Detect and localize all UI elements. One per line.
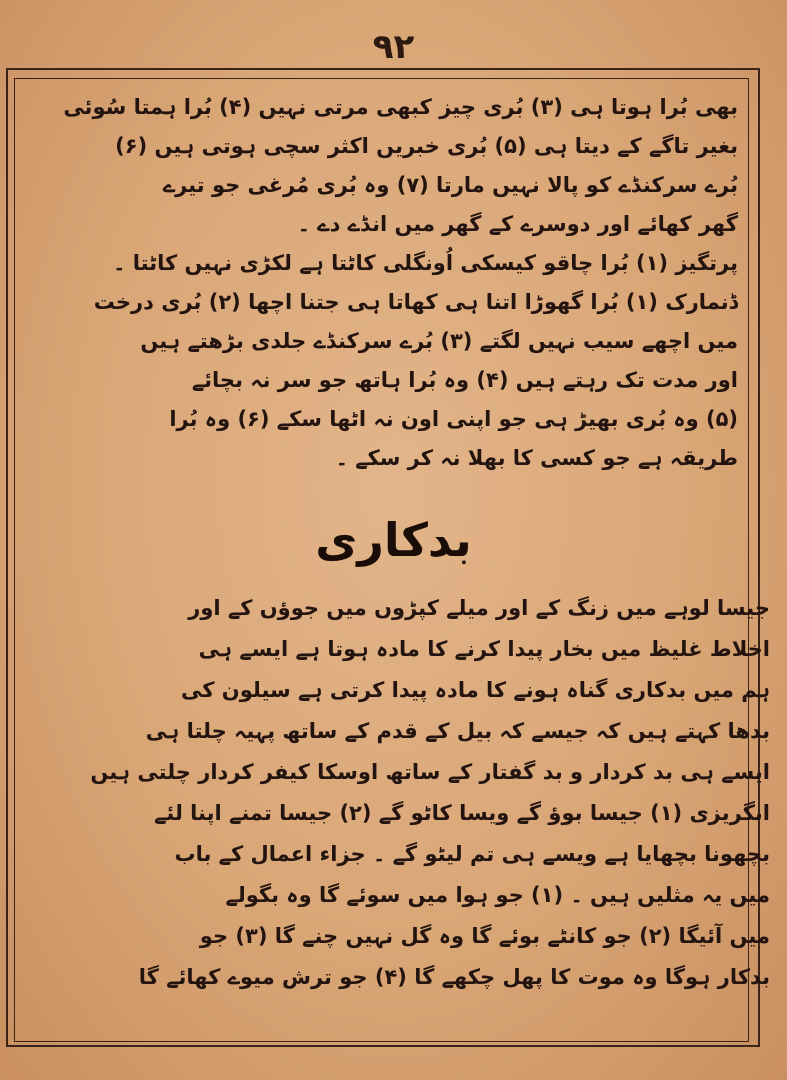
section-paragraph	[10, 588, 770, 998]
text-line: اور مدت تک رہتے ہیں (۴) وہ بُرا ہاتھ جو سر نہ بچائے	[191, 368, 738, 392]
text-line: اخلاط غلیظ میں بخار پیدا کرنے کا مادہ ہوتا ہے ایسے ہی	[198, 637, 770, 661]
text-line: طریقہ ہے جو کسی کا بھلا نہ کر سکے ۔	[335, 446, 738, 470]
text-line: ایسے ہی بد کردار و بد گفتار کے ساتھ اوسکا کیفر کردار چلتی ہیں	[90, 760, 770, 784]
text-line: میں اچھے سیب نہیں لگتے (۳) بُرے سرکنڈے جلدی بڑھتے ہیں	[140, 329, 738, 353]
text-line: بچھونا بچھایا ہے ویسے ہی تم لیٹو گے ۔ جزاء اعمال کے باب	[174, 842, 770, 866]
text-line: بغیر تاگے کے دیتا ہی (۵) بُری خبریں اکثر سچی ہوتی ہیں (۶)	[115, 134, 738, 158]
text-line: گھر کھائے اور دوسرے کے گھر میں انڈے دے ۔	[297, 212, 738, 236]
text-line: پرتگیز (۱) بُرا چاقو کیسکی اُونگلی کاٹتا ہے لکڑی نہیں کاٹتا ۔	[113, 251, 738, 275]
text-line: (۵) وہ بُری بھیڑ ہی جو اپنی اون نہ اٹھا سکے (۶) وہ بُرا	[169, 407, 738, 431]
text-line: میں آئیگا (۲) جو کانٹے بوئے گا وہ گل نہیں چنے گا (۳) جو	[199, 924, 770, 948]
text-line: بدھا کہتے ہیں کہ جیسے کہ بیل کے قدم کے ساتھ پہیہ چلتا ہی	[145, 719, 770, 743]
text-line: ہم میں بدکاری گناہ ہونے کا مادہ پیدا کرتی ہے سیلون کی	[181, 678, 770, 702]
proverbs-paragraph	[26, 88, 738, 478]
text-line: میں یہ مثلیں ہیں ۔ (۱) جو ہوا میں سوئے گا وہ بگولے	[225, 883, 770, 907]
page-number: ۹۲	[372, 27, 415, 67]
text-line: بُرے سرکنڈے کو پالا نہیں مارتا (۷) وہ بُری مُرغی جو تیرے	[162, 173, 738, 197]
text-line: ڈنمارک (۱) بُرا گھوڑا اتنا ہی کھاتا ہی جتنا اچھا (۲) بُری درخت	[93, 290, 738, 314]
text-line: انگریزی (۱) جیسا بوؤ گے ویسا کاٹو گے (۲) جیسا تمنے اپنا لئے	[154, 801, 770, 825]
text-line: بھی بُرا ہوتا ہی (۳) بُری چیز کبھی مرتی نہیں (۴) بُرا ہمتا سُوئی	[63, 95, 738, 119]
text-line: بدکار ہوگا وہ موت کا پھل چکھے گا (۴) جو ترش میوے کھائے گا	[138, 965, 770, 989]
text-line: جیسا لوہے میں زنگ کے اور میلے کپڑوں میں جوؤں کے اور	[188, 596, 770, 620]
section-heading: بدکاری	[315, 513, 472, 567]
